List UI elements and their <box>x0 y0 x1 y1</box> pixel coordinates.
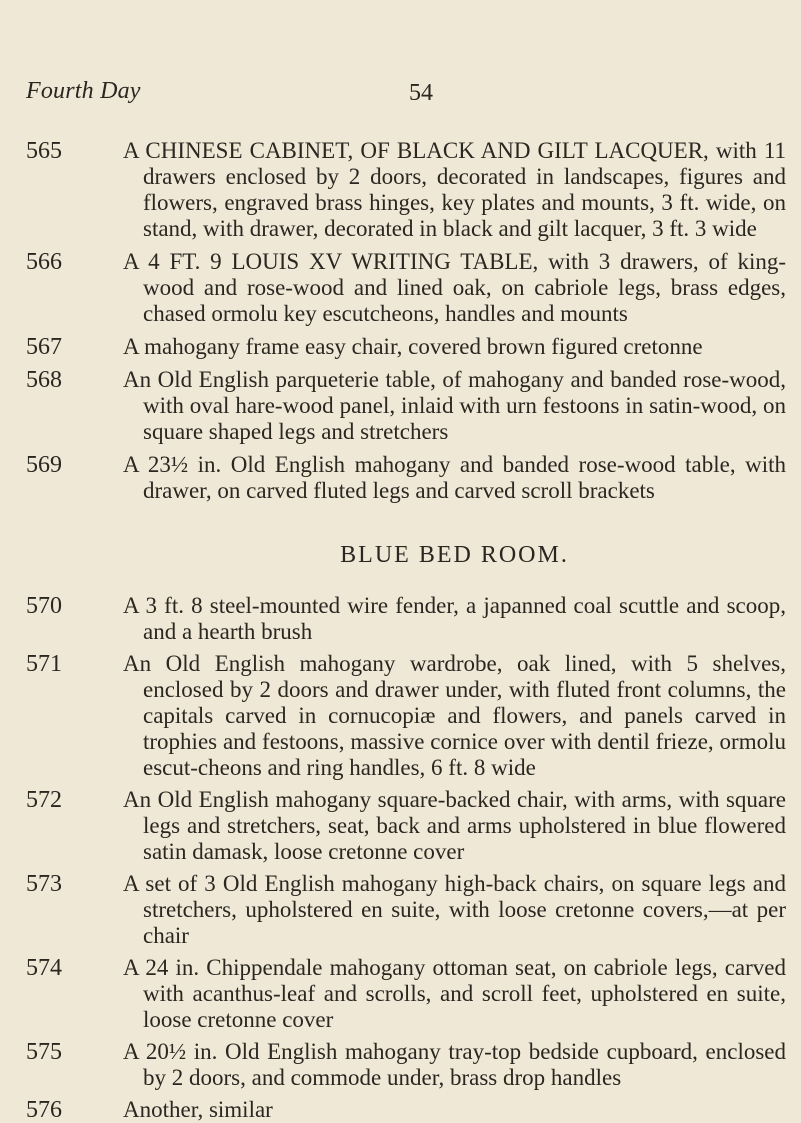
lot-description: A 20½ in. Old English mahogany tray-top bedside cupboard, enclosed by 2 doors, and commode under, brass drop handles <box>123 1039 786 1090</box>
running-head: Fourth Day <box>26 78 141 104</box>
lot-number: 575 <box>26 1039 62 1065</box>
lot-entry <box>26 367 786 445</box>
lot-entry <box>26 334 786 360</box>
lot-entry <box>26 452 786 504</box>
lot-description: Another, similar <box>123 1097 273 1122</box>
lot-entry <box>26 249 786 327</box>
lot-entry <box>26 138 786 242</box>
lot-number: 567 <box>26 334 62 360</box>
lot-description: A CHINESE CABINET, OF BLACK AND GILT LACQUER, with 11 drawers enclosed by 2 doors, decorated in landscapes, figures and flowers, engraved brass hinges, key plates and mounts, 3 ft. wide, on stand, with drawer, decorated in black and gilt lacquer, 3 ft. 3 wide <box>123 138 786 241</box>
lot-number: 572 <box>26 787 62 813</box>
lot-description: An Old English parqueterie table, of mahogany and banded rose-wood, with oval hare-wood panel, inlaid with urn festoons in satin-wood, on square shaped legs and stretchers <box>123 367 786 444</box>
lot-description: A mahogany frame easy chair, covered brown figured cretonne <box>123 334 703 359</box>
lot-description: An Old English mahogany wardrobe, oak lined, with 5 shelves, enclosed by 2 doors and drawer under, with fluted front columns, the capitals carved in cornucopiæ and flowers, and panels carved in trophies and festoons, massive cornice over with dentil frieze, ormolu escut-cheons and ring handles, 6 ft. 8 wide <box>123 651 786 780</box>
lot-description: A 23½ in. Old English mahogany and banded rose-wood table, with drawer, on carved fluted legs and carved scroll brackets <box>123 452 786 503</box>
lot-number: 574 <box>26 955 62 981</box>
lot-number: 571 <box>26 651 62 677</box>
lot-number: 565 <box>26 138 62 164</box>
section-heading: BLUE BED ROOM. <box>340 542 569 568</box>
page-number: 54 <box>409 80 433 106</box>
lot-number: 566 <box>26 249 62 275</box>
lot-number: 569 <box>26 452 62 478</box>
lot-number: 573 <box>26 871 62 897</box>
lot-description: A set of 3 Old English mahogany high-back chairs, on square legs and stretchers, upholstered en suite, with loose cretonne covers,—at per chair <box>123 871 786 948</box>
lot-entry <box>26 955 786 1033</box>
lot-number: 568 <box>26 367 62 393</box>
lot-description: A 4 FT. 9 LOUIS XV WRITING TABLE, with 3 drawers, of king-wood and rose-wood and lined oak, on cabriole legs, brass edges, chased ormolu key escutcheons, handles and mounts <box>123 249 786 326</box>
lot-number: 570 <box>26 593 62 619</box>
lot-entry <box>26 593 786 645</box>
lot-number: 576 <box>26 1097 62 1123</box>
lot-description: A 3 ft. 8 steel-mounted wire fender, a japanned coal scuttle and scoop, and a hearth brush <box>123 593 786 644</box>
lot-entry <box>26 871 786 949</box>
page-header <box>26 78 761 118</box>
lot-list <box>26 138 786 1123</box>
lot-description: An Old English mahogany square-backed chair, with arms, with square legs and stretchers, seat, back and arms upholstered in blue flowered satin damask, loose cretonne cover <box>123 787 786 864</box>
lot-entry <box>26 787 786 865</box>
lot-description: A 24 in. Chippendale mahogany ottoman seat, on cabriole legs, carved with acanthus-leaf and scrolls, and scroll feet, upholstered en suite, loose cretonne cover <box>123 955 786 1032</box>
lot-entry <box>26 1039 786 1091</box>
lot-entry <box>26 651 786 781</box>
